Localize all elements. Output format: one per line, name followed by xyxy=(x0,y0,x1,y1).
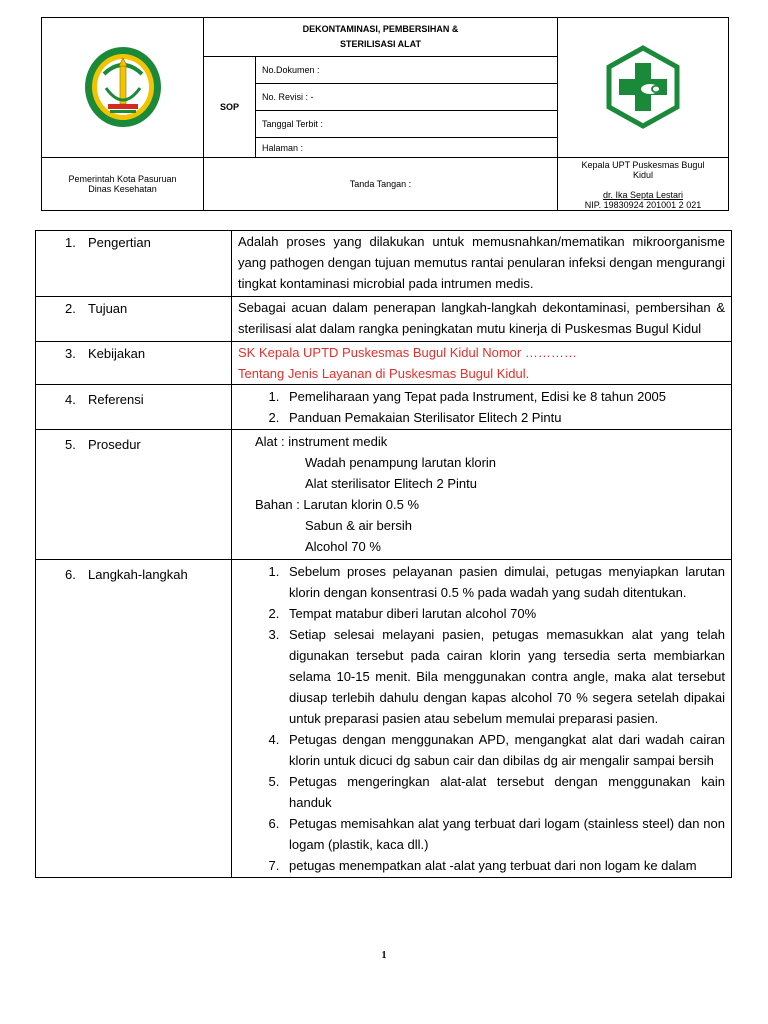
list-item: 2. Tempat matabur diberi larutan alcohol 70% xyxy=(283,603,725,624)
alat-line: Alat : instrument medik xyxy=(255,434,388,449)
sop-content-table xyxy=(35,230,732,878)
list-item: 1. Sebelum proses pelayanan pasien dimulai, petugas menyiapkan larutan klorin dengan konsentrasi 0.5 % pada wadah yang sudah ditentukan. xyxy=(283,561,725,603)
section-kebijakan xyxy=(36,342,732,385)
section-prosedur xyxy=(36,430,732,560)
kepala-title-2: Kidul xyxy=(632,170,653,180)
section-referensi xyxy=(36,385,732,430)
alat-line-3: Alat sterilisator Elitech 2 Pintu xyxy=(305,476,477,491)
page-number: 1 xyxy=(381,950,387,961)
section-pengertian xyxy=(36,231,732,297)
tanda-tangan-cell xyxy=(204,158,558,211)
kepala-nip: NIP. 19830924 201001 2 021 xyxy=(584,200,702,210)
list-item: 7. petugas menempatkan alat -alat yang terbuat dari non logam ke dalam xyxy=(283,855,725,876)
sop-header-table xyxy=(41,17,729,211)
section-tujuan xyxy=(36,297,732,342)
section-label: 3. Kebijakan xyxy=(36,342,232,385)
document-title xyxy=(204,18,558,57)
pemerintah-line-2: Dinas Kesehatan xyxy=(88,184,157,194)
bahan-line-3: Alcohol 70 % xyxy=(305,539,381,554)
pengertian-text: Adalah proses yang dilakukan untuk memusnahkan/mematikan mikroorganisme yang pathogen dengan tujuan memutus rantai penularan infeksi dengan mengurangi tingkat kontaminasi microbial pada intrumen medis. xyxy=(232,231,732,297)
list-item: 5. Petugas mengeringkan alat-alat tersebut dengan menggunakan kain handuk xyxy=(283,771,725,813)
city-emblem-icon xyxy=(82,46,164,128)
no-revisi-field: No. Revisi : - xyxy=(256,84,558,111)
section-label: 6. Langkah-langkah xyxy=(36,560,232,878)
langkah-list xyxy=(233,561,725,876)
kebijakan-text xyxy=(232,342,732,385)
list-item: 1. Pemeliharaan yang Tepat pada Instrument, Edisi ke 8 tahun 2005 xyxy=(283,386,730,407)
sop-label: SOP xyxy=(204,57,256,158)
kebijakan-line-1: SK Kepala UPTD Puskesmas Bugul Kidul Nomor ………… xyxy=(238,345,577,360)
pemerintah-cell xyxy=(42,158,204,211)
kebijakan-line-2: Tentang Jenis Layanan di Puskesmas Bugul Kidul. xyxy=(238,366,530,381)
no-dokumen-field: No.Dokumen : xyxy=(256,57,558,84)
list-item: 6. Petugas memisahkan alat yang terbuat dari logam (stainless steel) dan non logam (plastik, kaca dll.) xyxy=(283,813,725,855)
prosedur-cell xyxy=(232,430,732,560)
section-label: 4. Referensi xyxy=(36,385,232,430)
list-item: 3. Setiap selesai melayani pasien, petugas memasukkan alat yang telah digunakan tersebut pada cairan klorin yang tersedia serta membiarkan selama 10-15 menit. Bila menggunakan contra angle, maka alat tersebut diusap terlebih dahulu dengan kapas alcohol 70 % segera setelah dipakai untuk preparasi pasien atau sebelum memulai preparasi pasien. xyxy=(283,624,725,729)
section-label: 2. Tujuan xyxy=(36,297,232,342)
puskesmas-logo-icon xyxy=(601,45,685,129)
halaman-field: Halaman : xyxy=(256,138,558,158)
city-logo-cell xyxy=(42,18,204,158)
kepala-title-1: Kepala UPT Puskesmas Bugul xyxy=(581,160,705,170)
list-item: 4. Petugas dengan menggunakan APD, mengangkat alat dari wadah cairan klorin untuk dicuci dg sabun cair dan dibilas dg air mengalir sampai bersih xyxy=(283,729,725,771)
title-line-1: DEKONTAMINASI, PEMBERSIHAN & xyxy=(302,24,459,34)
kepala-cell xyxy=(558,158,729,211)
section-label: 5. Prosedur xyxy=(36,430,232,560)
langkah-list-cell xyxy=(232,560,732,878)
kepala-name: dr. Ika Septa Lestari xyxy=(602,190,684,200)
section-label: 1. Pengertian xyxy=(36,231,232,297)
tanda-tangan-label: Tanda Tangan : xyxy=(349,179,412,189)
bahan-line-2: Sabun & air bersih xyxy=(305,518,412,533)
tanggal-terbit-field: Tanggal Terbit : xyxy=(256,111,558,138)
referensi-list-cell xyxy=(232,385,732,430)
title-line-2: STERILISASI ALAT xyxy=(340,39,421,49)
puskesmas-logo-cell xyxy=(558,18,729,158)
alat-line-2: Wadah penampung larutan klorin xyxy=(305,455,497,470)
tujuan-text: Sebagai acuan dalam penerapan langkah-langkah dekontaminasi, pembersihan & sterilisasi alat dalam rangka peningkatan mutu kinerja di Puskesmas Bugul Kidul xyxy=(232,297,732,342)
bahan-line: Bahan : Larutan klorin 0.5 % xyxy=(255,497,420,512)
list-item: 2. Panduan Pemakaian Sterilisator Elitech 2 Pintu xyxy=(283,407,730,428)
pemerintah-line-1: Pemerintah Kota Pasuruan xyxy=(68,174,177,184)
referensi-list xyxy=(233,386,730,428)
section-langkah xyxy=(36,560,732,878)
